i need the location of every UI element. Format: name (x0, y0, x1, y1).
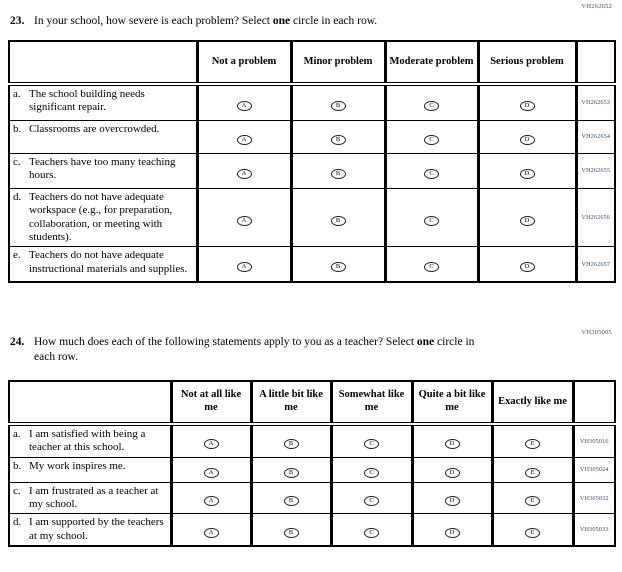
answer-bubble-e[interactable] (525, 496, 540, 506)
bubble-letter: A (241, 169, 247, 177)
bubble-letter: E (530, 468, 535, 476)
bubble-letter: B (335, 263, 341, 271)
answer-bubble-b[interactable] (331, 135, 346, 145)
option-cell (291, 120, 385, 153)
option-cell (492, 424, 573, 457)
option-cell (412, 457, 492, 482)
prompt-text: In your school, how severe is each problem? Select (34, 15, 273, 27)
option-cell (492, 457, 573, 482)
column-header: Not a problem (197, 41, 291, 84)
option-cell (251, 424, 331, 457)
bubble-letter: C (369, 528, 374, 536)
statement-text: I am satisfied with being a teacher at this school. (29, 427, 146, 454)
option-cell (492, 514, 573, 546)
option-cell (171, 482, 251, 514)
statement-cell (9, 153, 197, 188)
prompt-text: circle in each row. (34, 336, 475, 364)
bubble-letter: B (335, 169, 341, 177)
statement-cell (9, 482, 171, 514)
statement-text: Teachers have too many teaching hours. (29, 155, 176, 182)
question-23-prompt (10, 14, 614, 29)
row-code: VH305032 (573, 482, 615, 514)
prompt-bold-text: one (272, 15, 291, 27)
column-header: A little bit like me (251, 381, 331, 424)
table-row (9, 84, 615, 121)
bubble-letter: D (524, 101, 530, 109)
answer-bubble-a[interactable] (237, 216, 252, 226)
table-row (9, 120, 615, 153)
bubble-letter: D (524, 263, 530, 271)
bubble-letter: A (241, 216, 247, 224)
question-24-number: 24. (10, 336, 25, 349)
statement-letter: a. (13, 87, 21, 100)
option-cell (385, 120, 478, 153)
bubble-letter: C (369, 440, 374, 448)
statement-cell (9, 457, 171, 482)
table-row (9, 482, 615, 514)
answer-bubble-a[interactable] (237, 262, 252, 272)
bubble-letter: A (208, 497, 214, 504)
statement-letter: c. (13, 484, 21, 497)
statement-letter: e. (13, 249, 21, 262)
statement-letter: d. (13, 516, 22, 529)
answer-bubble-d[interactable] (445, 528, 460, 538)
bubble-letter: B (335, 216, 341, 224)
statement-text: Classrooms are overcrowded. (29, 122, 160, 135)
question-23-number: 23. (10, 15, 25, 27)
column-header: Minor problem (291, 41, 385, 84)
statement-cell (9, 247, 197, 283)
column-header: Somewhat like me (331, 381, 412, 424)
answer-bubble-b[interactable] (331, 169, 346, 179)
bubble-letter: D (524, 216, 530, 224)
bubble-letter: D (524, 169, 530, 177)
answer-bubble-c[interactable] (364, 439, 379, 449)
statement-cell (9, 424, 171, 457)
option-cell (171, 424, 251, 457)
bubble-letter: E (530, 440, 535, 448)
answer-bubble-d[interactable] (520, 135, 535, 145)
option-cell (478, 120, 576, 153)
column-header: Moderate problem (385, 41, 478, 84)
answer-bubble-e[interactable] (525, 528, 540, 538)
statement-letter: d. (13, 190, 22, 203)
answer-bubble-b[interactable] (284, 528, 299, 538)
answer-bubble-c[interactable] (424, 101, 439, 111)
option-cell (412, 424, 492, 457)
column-header: Not at all like me (171, 381, 251, 424)
answer-bubble-a[interactable] (204, 468, 219, 478)
bubble-letter: D (449, 440, 455, 448)
column-header: Quite a bit like me (412, 381, 492, 424)
answer-bubble-c[interactable] (364, 468, 379, 478)
bubble-letter: C (429, 135, 434, 143)
statement-text: My work inspires me. (29, 459, 126, 472)
prompt-text: circle in each row. (290, 15, 378, 27)
option-cell (385, 188, 478, 247)
option-cell (291, 84, 385, 121)
question-23-table (8, 40, 616, 284)
option-cell (291, 247, 385, 283)
answer-bubble-b[interactable] (284, 439, 299, 449)
statement-cell (9, 188, 197, 247)
option-cell (478, 188, 576, 247)
answer-bubble-a[interactable] (204, 439, 219, 449)
question-24-form-code: VH305005 (581, 329, 612, 337)
answer-bubble-d[interactable] (445, 468, 460, 478)
option-cell (385, 84, 478, 121)
bubble-letter: E (530, 528, 535, 536)
question-24-section (8, 329, 614, 547)
option-cell (251, 514, 331, 546)
option-cell (478, 247, 576, 283)
option-cell (197, 120, 291, 153)
statement-cell (9, 514, 171, 546)
option-cell (251, 482, 331, 514)
bubble-letter: B (288, 468, 294, 476)
option-cell (331, 424, 412, 457)
bubble-letter: C (429, 101, 434, 109)
statement-cell (9, 84, 197, 121)
code-column-stub (573, 381, 615, 424)
answer-bubble-c[interactable] (364, 496, 379, 506)
answer-bubble-b[interactable] (284, 496, 299, 506)
statement-letter: b. (13, 459, 22, 472)
option-cell (478, 153, 576, 188)
answer-bubble-a[interactable] (204, 528, 219, 538)
row-code: VH262657 (576, 247, 615, 283)
statement-cell (9, 120, 197, 153)
option-cell (197, 247, 291, 283)
table-row (9, 457, 615, 482)
option-cell (171, 457, 251, 482)
row-code: VH305033 (573, 514, 615, 546)
table-row (9, 424, 615, 457)
bubble-letter: A (208, 440, 214, 448)
answer-bubble-d[interactable] (520, 101, 535, 111)
prompt-text: How much does each of the following statements apply to you as a teacher? Select (34, 336, 417, 349)
bubble-letter: A (241, 135, 247, 143)
option-cell (251, 457, 331, 482)
answer-bubble-d[interactable] (520, 262, 535, 272)
statement-text: I am frustrated as a teacher at my school. (29, 484, 159, 510)
statement-text: Teachers do not have adequate workspace (e.g., for preparation, collaboration, or meeting with students). (29, 190, 173, 243)
bubble-letter: A (241, 263, 247, 271)
bubble-letter: A (208, 528, 214, 536)
option-cell (385, 247, 478, 283)
row-code: VH262656 (576, 188, 615, 247)
bubble-letter: B (335, 135, 341, 143)
code-column-stub (576, 41, 615, 84)
bubble-letter: C (429, 216, 434, 224)
bubble-letter: B (288, 440, 294, 448)
answer-bubble-a[interactable] (237, 101, 252, 111)
bubble-letter: C (369, 468, 374, 476)
question-23-form-code: VH262652 (581, 3, 612, 10)
answer-bubble-e[interactable] (525, 439, 540, 449)
table-row (9, 188, 615, 247)
column-header: Serious problem (478, 41, 576, 84)
option-cell (412, 514, 492, 546)
answer-bubble-c[interactable] (424, 135, 439, 145)
bubble-letter: C (369, 497, 374, 504)
statement-column-stub (9, 381, 171, 424)
option-cell (331, 457, 412, 482)
answer-bubble-b[interactable] (331, 101, 346, 111)
option-cell (291, 188, 385, 247)
prompt-bold-text: one (416, 336, 435, 349)
row-code: VH262653 (576, 84, 615, 121)
question-23-text (34, 14, 377, 29)
option-cell (385, 153, 478, 188)
question-24-table (8, 380, 616, 547)
answer-bubble-c[interactable] (424, 262, 439, 272)
statement-text: Teachers do not have adequate instructional materials and supplies. (29, 249, 188, 275)
answer-bubble-a[interactable] (204, 496, 219, 506)
bubble-letter: E (530, 497, 535, 504)
answer-bubble-a[interactable] (237, 135, 252, 145)
answer-bubble-d[interactable] (445, 496, 460, 506)
bubble-letter: B (335, 101, 341, 109)
bubble-letter: D (449, 468, 455, 476)
option-cell (412, 482, 492, 514)
row-code: VH305024 (573, 457, 615, 482)
option-cell (197, 84, 291, 121)
answer-bubble-c[interactable] (424, 169, 439, 179)
answer-bubble-e[interactable] (525, 468, 540, 478)
table-row (9, 514, 615, 546)
option-cell (291, 153, 385, 188)
answer-bubble-d[interactable] (520, 169, 535, 179)
bubble-letter: D (524, 135, 530, 143)
option-cell (492, 482, 573, 514)
table-row (9, 247, 615, 283)
table-row (9, 153, 615, 188)
statement-letter: a. (13, 427, 21, 440)
question-24-prompt (10, 335, 614, 364)
statement-text: The school building needs significant repair. (29, 87, 145, 114)
statement-column-stub (9, 41, 197, 84)
statement-text: I am supported by the teachers at my school. (29, 516, 164, 542)
column-header: Exactly like me (492, 381, 573, 424)
answer-bubble-d[interactable] (520, 216, 535, 226)
answer-bubble-b[interactable] (331, 216, 346, 226)
bubble-letter: B (288, 497, 294, 504)
row-code: VH305016 (573, 424, 615, 457)
bubble-letter: D (449, 528, 455, 536)
answer-bubble-d[interactable] (445, 439, 460, 449)
bubble-letter: C (429, 169, 434, 177)
answer-bubble-b[interactable] (284, 468, 299, 478)
option-cell (478, 84, 576, 121)
question-23-section (8, 3, 614, 283)
answer-bubble-c[interactable] (364, 528, 379, 538)
row-code: VH262654 (576, 120, 615, 153)
statement-letter: c. (13, 155, 21, 168)
bubble-letter: A (241, 101, 247, 109)
bubble-letter: A (208, 468, 214, 476)
answer-bubble-c[interactable] (424, 216, 439, 226)
option-cell (331, 482, 412, 514)
row-code: VH262655 (576, 153, 615, 188)
option-cell (197, 188, 291, 247)
answer-bubble-b[interactable] (331, 262, 346, 272)
option-cell (197, 153, 291, 188)
statement-letter: b. (13, 122, 22, 135)
bubble-letter: C (429, 263, 434, 271)
question-24-text (34, 335, 486, 364)
answer-bubble-a[interactable] (237, 169, 252, 179)
option-cell (171, 514, 251, 546)
bubble-letter: B (288, 528, 294, 536)
option-cell (331, 514, 412, 546)
bubble-letter: D (449, 497, 455, 504)
